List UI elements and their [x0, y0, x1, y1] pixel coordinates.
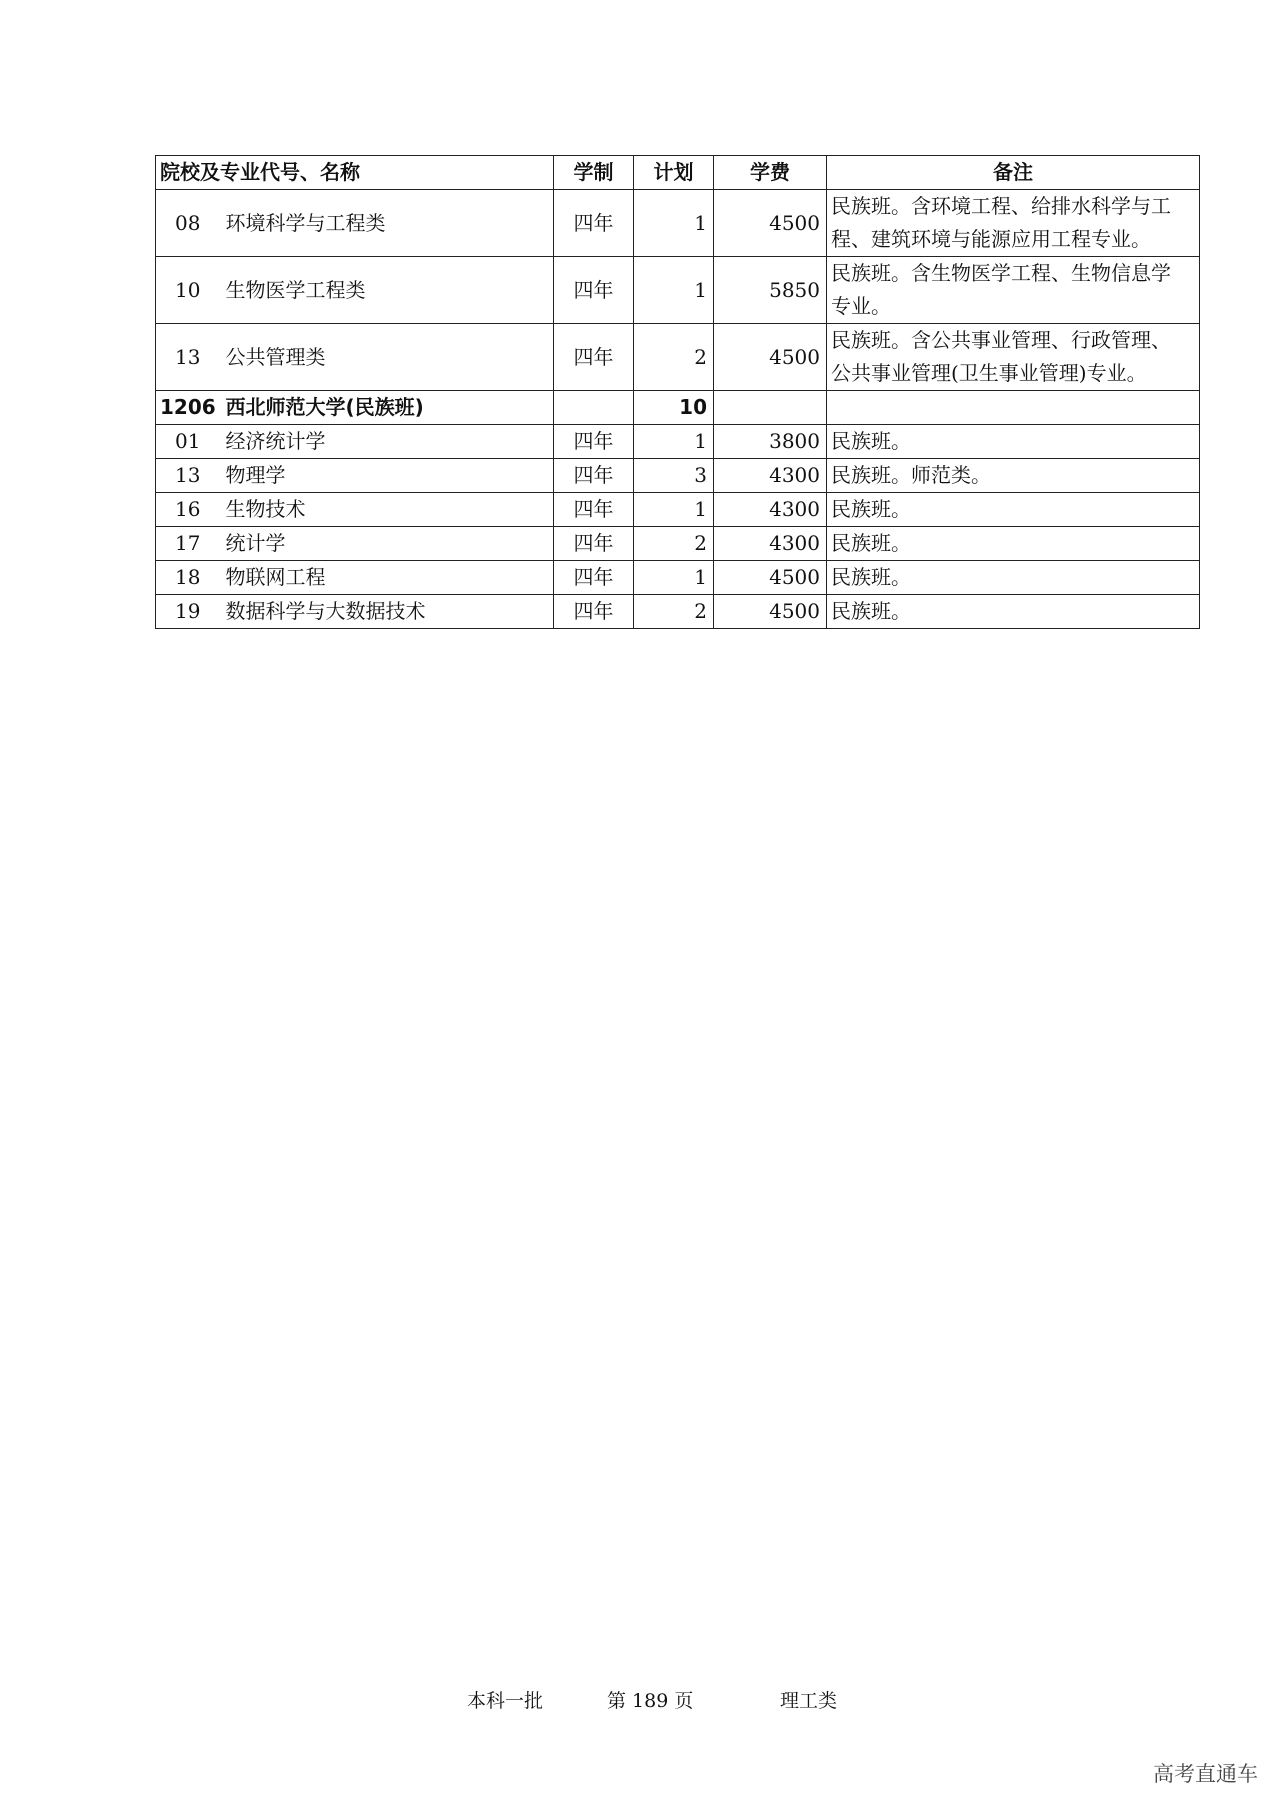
- remark-line: 民族班。含公共事业管理、行政管理、: [831, 328, 1171, 352]
- plan-count: 1: [634, 257, 714, 324]
- tuition-fee: 3800: [714, 425, 827, 459]
- major-code: 13: [156, 324, 220, 391]
- page-footer: [0, 1686, 1280, 1716]
- major-code: 18: [156, 561, 220, 595]
- footer-batch: 本科一批: [467, 1690, 544, 1712]
- plan-count: 2: [634, 595, 714, 629]
- tuition-fee: 4300: [714, 459, 827, 493]
- remark: [827, 391, 1200, 425]
- table-row: [156, 493, 1200, 527]
- remark: [827, 459, 1200, 493]
- header-name: 院校及专业代号、名称: [156, 156, 554, 190]
- remark-line: [831, 391, 1195, 424]
- study-years: 四年: [554, 527, 634, 561]
- major-name: 经济统计学: [220, 425, 554, 459]
- tuition-fee: 4500: [714, 595, 827, 629]
- table-row: [156, 190, 1200, 257]
- table-row: [156, 595, 1200, 629]
- plan-count: 2: [634, 324, 714, 391]
- remark-line: 程、建筑环境与能源应用工程专业。: [831, 227, 1151, 251]
- table-row: [156, 561, 1200, 595]
- tuition-fee: 5850: [714, 257, 827, 324]
- major-code: 16: [156, 493, 220, 527]
- table-row: [156, 324, 1200, 391]
- remark-line: 民族班。: [831, 531, 911, 555]
- major-name: 生物医学工程类: [220, 257, 554, 324]
- remark-line: 民族班。: [831, 429, 911, 453]
- study-years: 四年: [554, 561, 634, 595]
- study-years: 四年: [554, 595, 634, 629]
- major-name: 统计学: [220, 527, 554, 561]
- major-name: 物理学: [220, 459, 554, 493]
- study-years: 四年: [554, 257, 634, 324]
- major-code: 10: [156, 257, 220, 324]
- tuition-fee: 4500: [714, 561, 827, 595]
- table-header-row: [156, 156, 1200, 190]
- plan-count: 2: [634, 527, 714, 561]
- major-code: 17: [156, 527, 220, 561]
- remark: [827, 493, 1200, 527]
- major-code: 13: [156, 459, 220, 493]
- plan-count: 1: [634, 425, 714, 459]
- admission-plan-table: [155, 155, 1200, 629]
- major-name: 物联网工程: [220, 561, 554, 595]
- major-name: 西北师范大学(民族班): [220, 391, 554, 425]
- major-code: 01: [156, 425, 220, 459]
- school-row: [156, 391, 1200, 425]
- header-years: 学制: [554, 156, 634, 190]
- remark: [827, 324, 1200, 391]
- header-fee: 学费: [714, 156, 827, 190]
- study-years: 四年: [554, 190, 634, 257]
- plan-count: 1: [634, 561, 714, 595]
- remark-line: 民族班。: [831, 565, 911, 589]
- plan-count: 3: [634, 459, 714, 493]
- remark: [827, 595, 1200, 629]
- table-row: [156, 527, 1200, 561]
- remark-line: 专业。: [831, 294, 891, 318]
- major-name: 公共管理类: [220, 324, 554, 391]
- footer-page-number: 第 189 页: [607, 1690, 694, 1712]
- study-years: [554, 391, 634, 425]
- tuition-fee: 4500: [714, 190, 827, 257]
- major-code: 08: [156, 190, 220, 257]
- study-years: 四年: [554, 425, 634, 459]
- major-name: 生物技术: [220, 493, 554, 527]
- plan-count: 1: [634, 190, 714, 257]
- table-row: [156, 459, 1200, 493]
- remark-line: 民族班。含生物医学工程、生物信息学: [831, 261, 1171, 285]
- tuition-fee: 4500: [714, 324, 827, 391]
- remark-line: 民族班。师范类。: [831, 463, 991, 487]
- remark: [827, 257, 1200, 324]
- tuition-fee: 4300: [714, 527, 827, 561]
- major-code: 1206: [156, 391, 220, 425]
- tuition-fee: 4300: [714, 493, 827, 527]
- remark: [827, 527, 1200, 561]
- remark-line: 民族班。含环境工程、给排水科学与工: [831, 194, 1171, 218]
- study-years: 四年: [554, 459, 634, 493]
- study-years: 四年: [554, 324, 634, 391]
- header-plan: 计划: [634, 156, 714, 190]
- table-row: [156, 425, 1200, 459]
- remark-line: 公共事业管理(卫生事业管理)专业。: [831, 361, 1147, 385]
- remark: [827, 190, 1200, 257]
- study-years: 四年: [554, 493, 634, 527]
- remark: [827, 561, 1200, 595]
- header-remark: 备注: [827, 156, 1200, 190]
- major-name: 数据科学与大数据技术: [220, 595, 554, 629]
- table-body: [156, 190, 1200, 629]
- major-name: 环境科学与工程类: [220, 190, 554, 257]
- tuition-fee: [714, 391, 827, 425]
- remark-line: 民族班。: [831, 497, 911, 521]
- plan-count: 1: [634, 493, 714, 527]
- plan-count: 10: [634, 391, 714, 425]
- remark-line: 民族班。: [831, 599, 911, 623]
- remark: [827, 425, 1200, 459]
- watermark: 高考直通车: [1153, 1762, 1258, 1786]
- footer-category: 理工类: [780, 1690, 838, 1712]
- major-code: 19: [156, 595, 220, 629]
- table-row: [156, 257, 1200, 324]
